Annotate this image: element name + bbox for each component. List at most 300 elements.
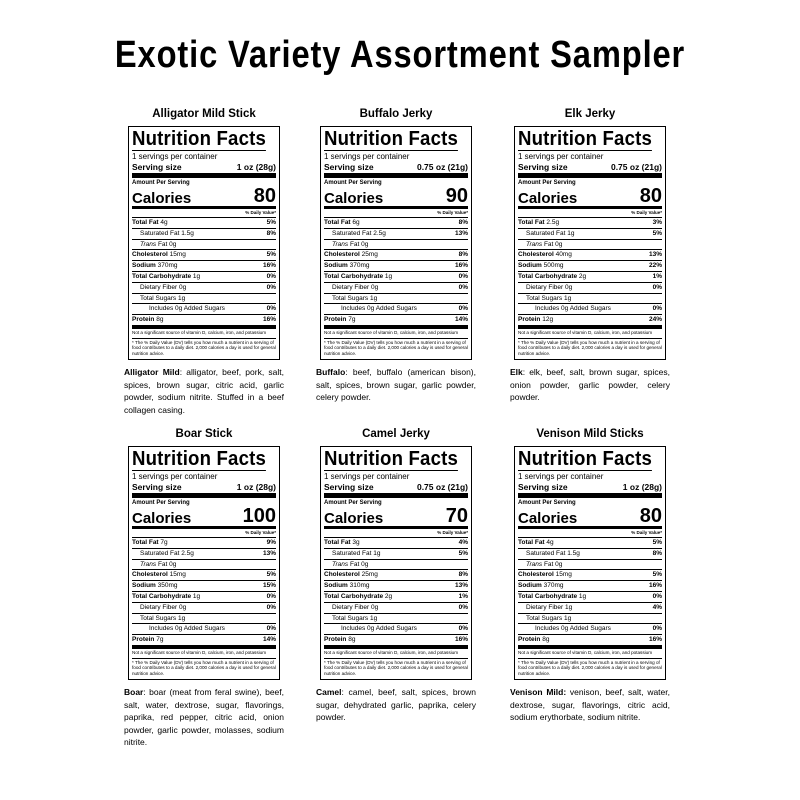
nutrient-amount: 25mg (361, 251, 378, 259)
nutrient-dv: 4% (458, 539, 468, 546)
trans-fat-row (132, 560, 276, 571)
nutrient-amount: 1g (192, 272, 201, 280)
calories-row (132, 507, 276, 529)
nutrient-amount: 0g (555, 240, 563, 248)
protein-row (518, 315, 662, 329)
nutrient-amount: 15mg (555, 571, 572, 579)
total-carbohydrate-row (324, 272, 468, 283)
nutrient-label: Added Sugars (375, 305, 417, 313)
nutrient-label: Dietary Fiber (332, 283, 370, 291)
nutrient-amount: 1g (565, 603, 573, 611)
nutrient-dv: 13% (648, 251, 662, 259)
calories-row (324, 187, 468, 209)
nutrient-label: Cholesterol (324, 571, 360, 579)
nutrient-dv: 0% (652, 625, 662, 633)
nutrient-amount: 0g (179, 603, 187, 611)
nutrient-amount: 1g (369, 294, 378, 302)
saturated-fat-row (518, 549, 662, 560)
nutrient-label: Total Fat (324, 539, 351, 546)
cholesterol-row (132, 570, 276, 581)
ingredients-name: Venison Mild: (510, 687, 567, 698)
nutrient-amount: 370mg (157, 262, 178, 270)
cholesterol-row (132, 250, 276, 261)
nutrient-label: Protein (132, 636, 155, 644)
cholesterol-row (518, 250, 662, 261)
nutrient-dv: 5% (458, 549, 468, 557)
saturated-fat-row (132, 229, 276, 240)
servings-per-container: 1 servings per container (518, 472, 604, 481)
ingredients-list: venison, beef, salt, water, dextrose, sugar, flavorings, citric acid, sodium erythorbate, sodium nitrite. (510, 687, 670, 723)
calories-label: Calories (518, 190, 578, 207)
amount-per-serving: Amount Per Serving (132, 180, 190, 186)
nutrient-dv: 15% (262, 582, 276, 590)
total-sugars-row (132, 294, 276, 305)
nutrition-label (320, 126, 472, 360)
product-name: Camel Jerky (362, 428, 430, 440)
protein-row (132, 315, 276, 329)
nutrition-facts-heading: Nutrition Facts (518, 128, 653, 150)
nutrient-dv: 0% (266, 625, 276, 633)
nutrient-amount: 8g (156, 316, 164, 324)
product-name: Alligator Mild Stick (152, 108, 256, 120)
nutrient-amount: 2.5g (373, 229, 386, 237)
nutrient-dv: 16% (454, 636, 468, 644)
nutrient-label: Cholesterol (132, 571, 168, 579)
ingredients-name: Alligator Mild (124, 367, 180, 378)
total-fat-row (324, 218, 468, 229)
product-panel (118, 106, 290, 416)
nutrient-label: Total Carbohydrate (324, 272, 384, 280)
nutrient-amount: 4g (546, 539, 554, 546)
total-fat-row (518, 538, 662, 549)
servings-per-container: 1 servings per container (324, 152, 410, 161)
cholesterol-row (324, 250, 468, 261)
amount-per-serving: Amount Per Serving (324, 500, 382, 506)
serving-size-label: Serving size (132, 162, 182, 172)
nutrient-amount: 0g (169, 560, 177, 568)
nutrient-label: Total Carbohydrate (132, 592, 192, 600)
nutrient-dv: 8% (458, 219, 468, 226)
nutrient-dv: 16% (648, 582, 662, 590)
ingredients-name: Camel (316, 687, 342, 698)
nutrient-amount: 370mg (543, 582, 564, 590)
total-fat-row (324, 538, 468, 549)
serving-size-value: 0.75 oz (21g) (610, 162, 662, 172)
calories-value: 80 (639, 505, 662, 527)
nutrient-label-italic: Trans (526, 560, 543, 568)
nutrient-amount: 310mg (349, 582, 370, 590)
calories-value: 90 (445, 185, 468, 207)
nutrient-dv: 8% (652, 549, 662, 557)
servings-per-container: 1 servings per container (132, 152, 218, 161)
dietary-fiber-row (132, 283, 276, 294)
nutrient-dv: 5% (652, 539, 662, 546)
product-name: Venison Mild Sticks (536, 428, 644, 440)
nutrient-label-italic: Trans (140, 240, 157, 248)
nutrition-label (514, 446, 666, 680)
not-significant-note: Not a significant source of vitamin D, calcium, iron, and potassium (324, 649, 468, 659)
nutrient-dv: 5% (266, 571, 276, 579)
nutrient-amount: 0g (565, 283, 573, 291)
nutrient-dv: 16% (262, 316, 276, 324)
nutrient-label: Total Sugars (332, 294, 369, 302)
nutrient-label: Sodium (518, 262, 542, 270)
protein-row (132, 635, 276, 649)
product-name: Boar Stick (175, 428, 233, 440)
total-carbohydrate-row (518, 272, 662, 283)
dietary-fiber-row (518, 283, 662, 294)
nutrient-dv: 1% (652, 272, 662, 280)
nutrient-label-italic: Trans (526, 240, 543, 248)
added-sugars-row (132, 624, 276, 635)
nutrient-dv: 8% (266, 229, 276, 237)
nutrient-amount: 1g (177, 614, 186, 622)
nutrient-amount: 2g (578, 272, 587, 280)
nutrient-amount: 3g (352, 539, 360, 546)
nutrient-label: Cholesterol (324, 251, 360, 259)
nutrient-amount: 0g (367, 625, 375, 633)
nutrient-dv: 13% (454, 582, 468, 590)
daily-value-heading: % Daily Value* (324, 529, 468, 538)
calories-row (324, 507, 468, 529)
nutrient-label: Fat (156, 560, 168, 568)
nutrient-label: Protein (518, 316, 541, 324)
nutrient-label: Saturated Fat (332, 549, 372, 557)
daily-value-footnote: * The % Daily Value (DV) tells you how much a nutrient in a serving of food contributes to a daily diet. 2,000 calories a day is used for general nutrition advice. (324, 339, 468, 356)
nutrient-amount: 1g (192, 592, 201, 600)
nutrient-amount: 4g (160, 219, 168, 226)
nutrient-dv: 22% (648, 262, 662, 270)
calories-label: Calories (132, 190, 192, 207)
total-sugars-row (324, 614, 468, 625)
nutrient-label: Dietary Fiber (526, 283, 564, 291)
nutrient-label: Includes (341, 625, 366, 633)
nutrient-amount: 7g (348, 316, 356, 324)
nutrition-label (514, 126, 666, 360)
nutrient-dv: 13% (262, 549, 276, 557)
ingredients-list: : beef, buffalo (american bison), salt, spices, brown sugar, garlic powder, celery powder. (316, 367, 476, 403)
daily-value-heading: % Daily Value* (132, 209, 276, 218)
nutrient-label: Added Sugars (569, 625, 611, 633)
nutrient-dv: 0% (458, 283, 468, 291)
nutrient-dv: 9% (266, 539, 276, 546)
nutrient-label-italic: Trans (140, 560, 157, 568)
nutrient-label-italic: Trans (332, 240, 349, 248)
not-significant-note: Not a significant source of vitamin D, calcium, iron, and potassium (518, 329, 662, 339)
nutrient-dv: 16% (648, 636, 662, 644)
serving-size-value: 1 oz (28g) (236, 162, 276, 172)
serving-size-row (324, 482, 468, 498)
nutrient-label: Sodium (132, 582, 156, 590)
nutrient-amount: 2g (384, 592, 393, 600)
nutrient-dv: 0% (652, 592, 662, 600)
added-sugars-row (324, 624, 468, 635)
not-significant-note: Not a significant source of vitamin D, calcium, iron, and potassium (324, 329, 468, 339)
protein-row (324, 635, 468, 649)
dietary-fiber-row (324, 603, 468, 614)
daily-value-footnote: * The % Daily Value (DV) tells you how much a nutrient in a serving of food contributes to a daily diet. 2,000 calories a day is used for general nutrition advice. (518, 339, 662, 356)
sodium-row (324, 261, 468, 272)
serving-size-row (518, 482, 662, 498)
nutrient-amount: 0g (179, 283, 187, 291)
nutrient-label: Added Sugars (183, 305, 225, 313)
amount-per-serving: Amount Per Serving (132, 500, 190, 506)
calories-row (518, 187, 662, 209)
nutrient-amount: 40mg (555, 251, 572, 259)
nutrient-dv: 16% (454, 262, 468, 270)
nutrient-amount: 0g (169, 240, 177, 248)
daily-value-heading: % Daily Value* (518, 529, 662, 538)
nutrient-dv: 0% (266, 603, 276, 611)
nutrient-label-italic: Trans (332, 560, 349, 568)
nutrient-amount: 1g (177, 294, 186, 302)
calories-value: 80 (639, 185, 662, 207)
amount-per-serving: Amount Per Serving (324, 180, 382, 186)
trans-fat-row (324, 240, 468, 251)
product-panel (504, 106, 676, 404)
total-sugars-row (132, 614, 276, 625)
nutrient-amount: 0g (371, 283, 379, 291)
nutrient-label: Saturated Fat (140, 229, 180, 237)
nutrient-label: Total Sugars (526, 614, 563, 622)
nutrient-dv: 0% (652, 283, 662, 291)
daily-value-footnote: * The % Daily Value (DV) tells you how much a nutrient in a serving of food contributes to a daily diet. 2,000 calories a day is used for general nutrition advice. (132, 659, 276, 676)
nutrient-amount: 1.5g (181, 229, 194, 237)
daily-value-heading: % Daily Value* (324, 209, 468, 218)
nutrient-label: Protein (132, 316, 155, 324)
nutrient-amount: 8g (348, 636, 356, 644)
nutrient-amount: 12g (542, 316, 554, 324)
trans-fat-row (324, 560, 468, 571)
nutrient-label: Cholesterol (132, 251, 168, 259)
nutrient-amount: 6g (352, 219, 360, 226)
ingredients-text (510, 366, 670, 403)
nutrient-dv: 0% (266, 305, 276, 313)
nutrient-dv: 24% (648, 316, 662, 324)
calories-label: Calories (324, 510, 384, 527)
nutrient-dv: 5% (266, 251, 276, 259)
nutrient-label: Total Sugars (140, 294, 177, 302)
ingredients-text (510, 686, 670, 723)
dietary-fiber-row (324, 283, 468, 294)
nutrient-amount: 15mg (169, 251, 186, 259)
nutrient-label: Total Fat (132, 219, 159, 226)
nutrient-dv: 0% (652, 305, 662, 313)
nutrient-label: Total Carbohydrate (518, 592, 578, 600)
nutrient-dv: 8% (458, 251, 468, 259)
nutrient-dv: 8% (458, 571, 468, 579)
not-significant-note: Not a significant source of vitamin D, calcium, iron, and potassium (132, 649, 276, 659)
nutrient-amount: 2.5g (546, 219, 560, 226)
nutrient-amount: 1g (578, 592, 587, 600)
nutrition-label (128, 446, 280, 680)
daily-value-footnote: * The % Daily Value (DV) tells you how much a nutrient in a serving of food contributes to a daily diet. 2,000 calories a day is used for general nutrition advice. (132, 339, 276, 356)
nutrient-label: Dietary Fiber (332, 603, 370, 611)
nutrient-amount: 0g (561, 305, 569, 313)
nutrient-dv: 0% (458, 272, 468, 280)
nutrient-dv: 5% (266, 219, 276, 226)
nutrient-label: Protein (324, 636, 347, 644)
nutrient-label: Total Fat (324, 219, 351, 226)
nutrient-label: Includes (149, 305, 174, 313)
added-sugars-row (132, 304, 276, 315)
nutrient-dv: 0% (458, 305, 468, 313)
product-name: Buffalo Jerky (359, 108, 433, 120)
nutrient-amount: 7g (156, 636, 164, 644)
nutrient-amount: 1g (373, 549, 381, 557)
nutrient-label: Sodium (132, 262, 156, 270)
nutrient-label: Includes (341, 305, 366, 313)
nutrition-facts-heading: Nutrition Facts (132, 448, 267, 470)
total-sugars-row (518, 294, 662, 305)
total-fat-row (132, 218, 276, 229)
nutrient-label: Fat (542, 560, 554, 568)
total-carbohydrate-row (132, 592, 276, 603)
nutrient-dv: 0% (458, 625, 468, 633)
ingredients-text (124, 686, 284, 748)
calories-label: Calories (132, 510, 192, 527)
nutrition-facts-heading: Nutrition Facts (324, 448, 459, 470)
nutrient-label: Total Sugars (140, 614, 177, 622)
total-carbohydrate-row (324, 592, 468, 603)
nutrient-dv: 5% (652, 229, 662, 237)
nutrient-amount: 7g (160, 539, 168, 546)
nutrient-dv: 0% (458, 603, 468, 611)
nutrient-label: Protein (518, 636, 541, 644)
total-fat-row (518, 218, 662, 229)
serving-size-value: 0.75 oz (21g) (416, 162, 468, 172)
nutrient-dv: 0% (266, 592, 276, 600)
calories-row (518, 507, 662, 529)
nutrient-label: Total Sugars (526, 294, 563, 302)
trans-fat-row (518, 240, 662, 251)
ingredients-text (124, 366, 284, 416)
nutrient-label: Fat (348, 240, 360, 248)
nutrient-amount: 8g (542, 636, 550, 644)
serving-size-row (132, 162, 276, 178)
nutrient-label: Includes (149, 625, 174, 633)
nutrient-label: Saturated Fat (526, 229, 566, 237)
total-sugars-row (518, 614, 662, 625)
nutrient-label: Total Carbohydrate (132, 272, 192, 280)
nutrient-amount: 0g (361, 240, 369, 248)
nutrient-label: Includes (535, 305, 560, 313)
amount-per-serving: Amount Per Serving (518, 180, 576, 186)
calories-value: 80 (253, 185, 276, 207)
serving-size-value: 1 oz (28g) (622, 482, 662, 492)
daily-value-footnote: * The % Daily Value (DV) tells you how much a nutrient in a serving of food contributes to a daily diet. 2,000 calories a day is used for general nutrition advice. (324, 659, 468, 676)
ingredients-list: : boar (meat from feral swine), beef, salt, water, dextrose, sugar, flavorings, paprika, red pepper, citric acid, onion powder, garlic powder, molasses, sodium nitrite. (124, 687, 284, 747)
nutrient-label: Added Sugars (375, 625, 417, 633)
cholesterol-row (324, 570, 468, 581)
nutrient-label: Total Sugars (332, 614, 369, 622)
nutrient-dv: 14% (262, 636, 276, 644)
servings-per-container: 1 servings per container (324, 472, 410, 481)
product-panel (118, 426, 290, 748)
nutrient-amount: 0g (361, 560, 369, 568)
nutrient-dv: 0% (266, 283, 276, 291)
nutrition-facts-heading: Nutrition Facts (324, 128, 459, 150)
nutrient-label: Added Sugars (183, 625, 225, 633)
nutrient-label: Added Sugars (569, 305, 611, 313)
nutrient-label: Saturated Fat (332, 229, 372, 237)
nutrient-amount: 0g (561, 625, 569, 633)
nutrient-label: Sodium (518, 582, 542, 590)
servings-per-container: 1 servings per container (518, 152, 604, 161)
servings-per-container: 1 servings per container (132, 472, 218, 481)
protein-row (518, 635, 662, 649)
nutrient-label: Total Fat (132, 539, 159, 546)
nutrient-dv: 14% (454, 316, 468, 324)
nutrient-label: Total Fat (518, 539, 545, 546)
nutrient-label: Fat (156, 240, 168, 248)
serving-size-label: Serving size (324, 482, 374, 492)
dietary-fiber-row (518, 603, 662, 614)
nutrient-label: Fat (348, 560, 360, 568)
serving-size-row (518, 162, 662, 178)
product-panel (504, 426, 676, 724)
added-sugars-row (518, 304, 662, 315)
nutrient-dv: 4% (652, 603, 662, 611)
nutrient-amount: 0g (555, 560, 563, 568)
nutrient-label: Dietary Fiber (140, 603, 178, 611)
sodium-row (132, 261, 276, 272)
nutrient-label: Cholesterol (518, 571, 554, 579)
ingredients-name: Buffalo (316, 367, 346, 378)
calories-label: Calories (518, 510, 578, 527)
serving-size-label: Serving size (132, 482, 182, 492)
cholesterol-row (518, 570, 662, 581)
serving-size-label: Serving size (518, 482, 568, 492)
added-sugars-row (518, 624, 662, 635)
saturated-fat-row (324, 229, 468, 240)
product-panel (310, 106, 482, 404)
amount-per-serving: Amount Per Serving (518, 500, 576, 506)
nutrient-dv: 13% (454, 229, 468, 237)
daily-value-heading: % Daily Value* (132, 529, 276, 538)
nutrient-amount: 1g (369, 614, 378, 622)
nutrient-dv: 1% (458, 592, 468, 600)
total-carbohydrate-row (132, 272, 276, 283)
serving-size-label: Serving size (518, 162, 568, 172)
ingredients-name: Boar (124, 687, 144, 698)
nutrient-label: Fat (542, 240, 554, 248)
protein-row (324, 315, 468, 329)
saturated-fat-row (132, 549, 276, 560)
nutrition-facts-heading: Nutrition Facts (132, 128, 267, 150)
nutrient-amount: 0g (371, 603, 379, 611)
serving-size-label: Serving size (324, 162, 374, 172)
nutrient-amount: 1g (384, 272, 393, 280)
sodium-row (132, 581, 276, 592)
calories-value: 70 (445, 505, 468, 527)
sodium-row (324, 581, 468, 592)
nutrient-label: Dietary Fiber (526, 603, 564, 611)
nutrient-amount: 1g (563, 614, 572, 622)
serving-size-value: 0.75 oz (21g) (416, 482, 468, 492)
serving-size-value: 1 oz (28g) (236, 482, 276, 492)
page-title: Exotic Variety Assortment Sampler (114, 34, 686, 76)
total-carbohydrate-row (518, 592, 662, 603)
nutrient-dv: 5% (652, 571, 662, 579)
nutrient-label: Saturated Fat (140, 549, 180, 557)
ingredients-text (316, 366, 476, 403)
daily-value-footnote: * The % Daily Value (DV) tells you how much a nutrient in a serving of food contributes to a daily diet. 2,000 calories a day is used for general nutrition advice. (518, 659, 662, 676)
nutrient-amount: 0g (367, 305, 375, 313)
nutrition-facts-heading: Nutrition Facts (518, 448, 653, 470)
calories-label: Calories (324, 190, 384, 207)
nutrient-label: Total Carbohydrate (324, 592, 384, 600)
